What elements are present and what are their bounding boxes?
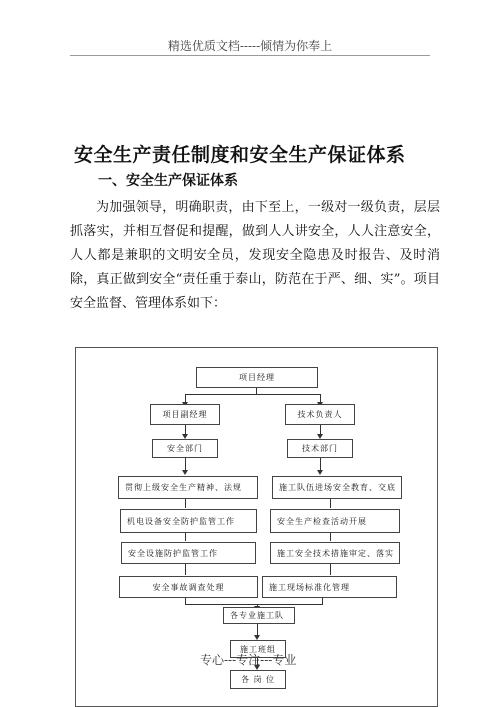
box-label: 安全设施防护监管工作 (128, 548, 218, 558)
box-accident-investigation (119, 576, 258, 598)
connector (185, 394, 321, 395)
connector (185, 499, 186, 508)
box-deputy-manager (150, 404, 220, 425)
box-label: 项目经理 (239, 373, 275, 382)
body-paragraph: 为加强领导，明确职责，由下至上，一级对一级负责，层层抓落实，并相互督促和提醒，做到人人讲安全，人人注意安全，人人都是兼职的文明安全员，发现安全隐患及时报告、及时消除，真正做到安全“责任重于泰山，防范在于严、细、实”。项目安全监督、管理体系如下： (70, 200, 440, 311)
box-equipment-protection (120, 509, 257, 533)
box-project-manager (196, 367, 318, 388)
box-label: 各专业施工队 (230, 611, 284, 620)
box-tech-dept (287, 439, 353, 458)
box-technical-measures (270, 542, 400, 564)
connector (330, 499, 331, 508)
box-label: 技术负责人 (297, 410, 343, 419)
box-label: 施工队伍进场安全教育、交底 (279, 483, 396, 492)
document-title: 安全生产责任制度和安全生产保证体系 (74, 144, 406, 166)
box-entry-safety-education (272, 476, 402, 499)
box-safety-dept (152, 439, 218, 458)
box-facility-protection (121, 542, 256, 564)
arrow-icon (182, 470, 188, 475)
box-safety-inspection (270, 509, 400, 533)
box-label: 安全生产检查活动开展 (277, 516, 367, 526)
connector (185, 533, 186, 541)
box-label: 各 岗 位 (240, 675, 276, 684)
box-label: 施工安全技术措施审定、落实 (277, 548, 394, 558)
connector (330, 533, 331, 541)
box-label: 技术部门 (302, 444, 338, 453)
box-implement-regulations (118, 476, 258, 499)
box-tech-lead (285, 404, 355, 425)
page-footer: 专心---专注---专业 (200, 653, 297, 667)
box-label: 安全事故调查处理 (152, 582, 225, 592)
box-label: 施工班组 (240, 644, 276, 654)
section-heading: 一、安全生产保证体系 (98, 173, 238, 189)
connector (185, 604, 323, 605)
box-all-posts (230, 670, 286, 689)
connector (330, 564, 331, 575)
connector (185, 564, 186, 575)
page-header: 精选优质文档-----倾情为你奉上 (167, 39, 333, 53)
box-label: 贯彻上级安全生产精神、法规 (125, 483, 242, 492)
arrow-icon (317, 470, 323, 475)
box-label: 机电设备安全防护监管工作 (127, 516, 235, 526)
box-label: 安全部门 (167, 444, 203, 453)
box-specialty-teams (223, 607, 295, 624)
box-label: 项目副经理 (162, 410, 208, 419)
header-divider (70, 55, 430, 56)
box-label: 施工现场标准化管理 (269, 582, 350, 592)
box-site-standardization (262, 576, 397, 598)
